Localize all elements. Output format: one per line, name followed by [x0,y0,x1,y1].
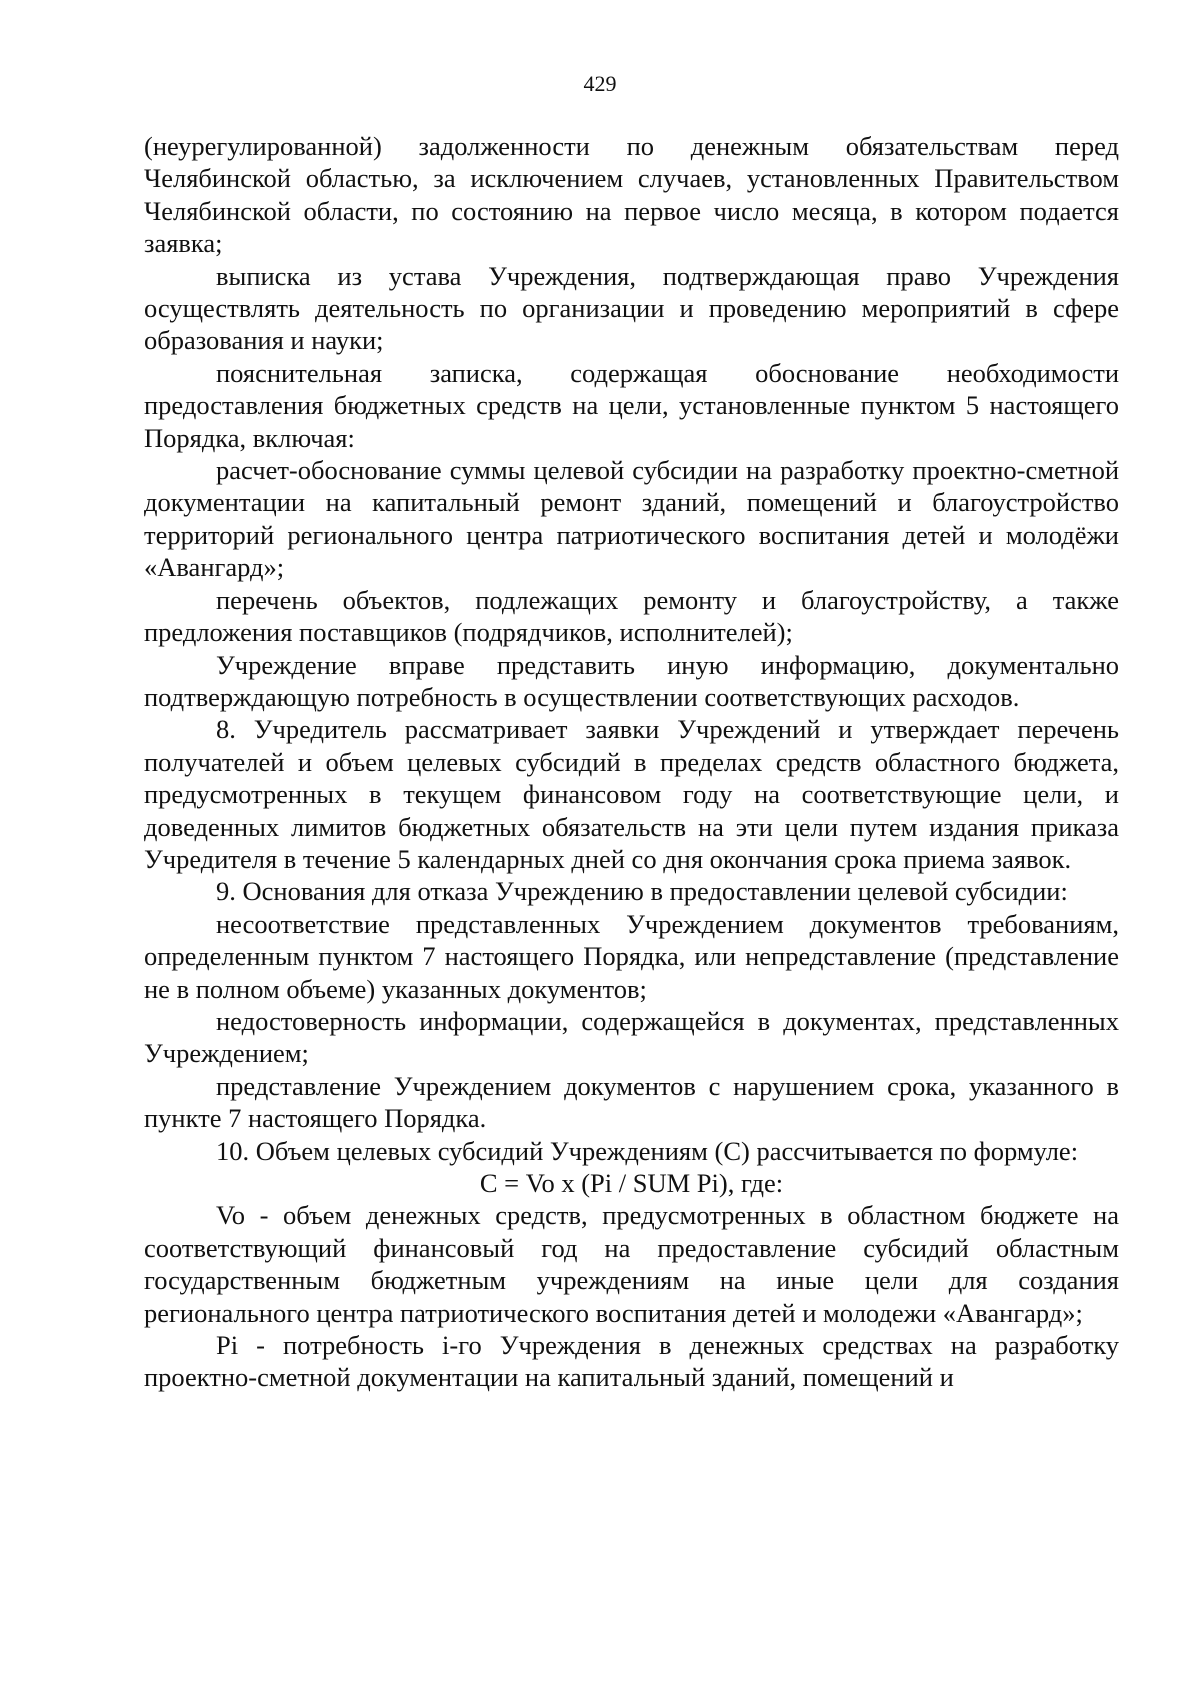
paragraph-refusal-reason-2: недостоверность информации, содержащейся в документах, представленных Учреждением; [144,1005,1119,1069]
paragraph-charter-extract: выписка из устава Учреждения, подтверждающая право Учреждения осуществлять деятельность по организации и проведению мероприятий в сфере образования и науки; [144,260,1119,356]
paragraph-item-8: 8. Учредитель рассматривает заявки Учреждений и утверждает перечень получателей и объем целевых субсидий в пределах средств областного бюджета, предусмотренных в текущем финансовом году на соответствующие цели, и доведенных лимитов бюджетных обязательств на эти цели путем издания приказа Учредителя в течение 5 календарных дней со дня окончания срока приема заявок. [144,714,1119,874]
paragraph-item-9: 9. Основания для отказа Учреждению в предоставлении целевой субсидии: [216,876,1068,907]
paragraph-item-10: 10. Объем целевых субсидий Учреждениям (С) рассчитывается по формуле: [216,1135,1079,1166]
paragraph-calculation: расчет-обоснование суммы целевой субсидии на разработку проектно-сметной документации на капитальный ремонт зданий, помещений и благоустройство территорий регионального центра патриотического воспитания детей и молодёжи «Авангард»; [144,455,1119,583]
definition-pi: Pi - потребность i-го Учреждения в денежных средствах на разработку проектно-сметной документации на капитальный зданий, помещений и [144,1330,1119,1393]
definition-vo: Vo - объем денежных средств, предусмотренных в областном бюджете на соответствующий финансовый год на предоставление субсидий областным государственным бюджетным учреждениям на иные цели для создания регионального центра патриотического воспитания детей и молодежи «Авангард»; [144,1200,1119,1328]
page-number: 429 [583,71,617,96]
paragraph-refusal-reason-1: несоответствие представленных Учреждением документов требованиям, определенным пунктом 7 настоящего Порядка, или непредставление (представление не в полном объеме) указанных документов; [144,908,1119,1004]
document-body [144,130,1119,1394]
subsidy-formula: С = Vo х (Pi / SUM Pi), где: [479,1168,784,1198]
paragraph-explanatory-note: пояснительная записка, содержащая обоснование необходимости предоставления бюджетных средств на цели, установленные пунктом 5 настоящего Порядка, включая: [144,357,1119,453]
paragraph-other-info: Учреждение вправе представить иную информацию, документально подтверждающую потребность в осуществлении соответствующих расходов. [144,649,1119,712]
paragraph-refusal-reason-3: представление Учреждением документов с нарушением срока, указанного в пункте 7 настоящего Порядка. [144,1070,1119,1134]
paragraph-object-list: перечень объектов, подлежащих ремонту и благоустройству, а также предложения поставщиков (подрядчиков, исполнителей); [144,584,1119,648]
paragraph-debt-clause: (неурегулированной) задолженности по денежным обязательствам перед Челябинской областью, за исключением случаев, установленных Правительством Челябинской области, по состоянию на первое число месяца, в котором подается заявка; [144,131,1119,259]
